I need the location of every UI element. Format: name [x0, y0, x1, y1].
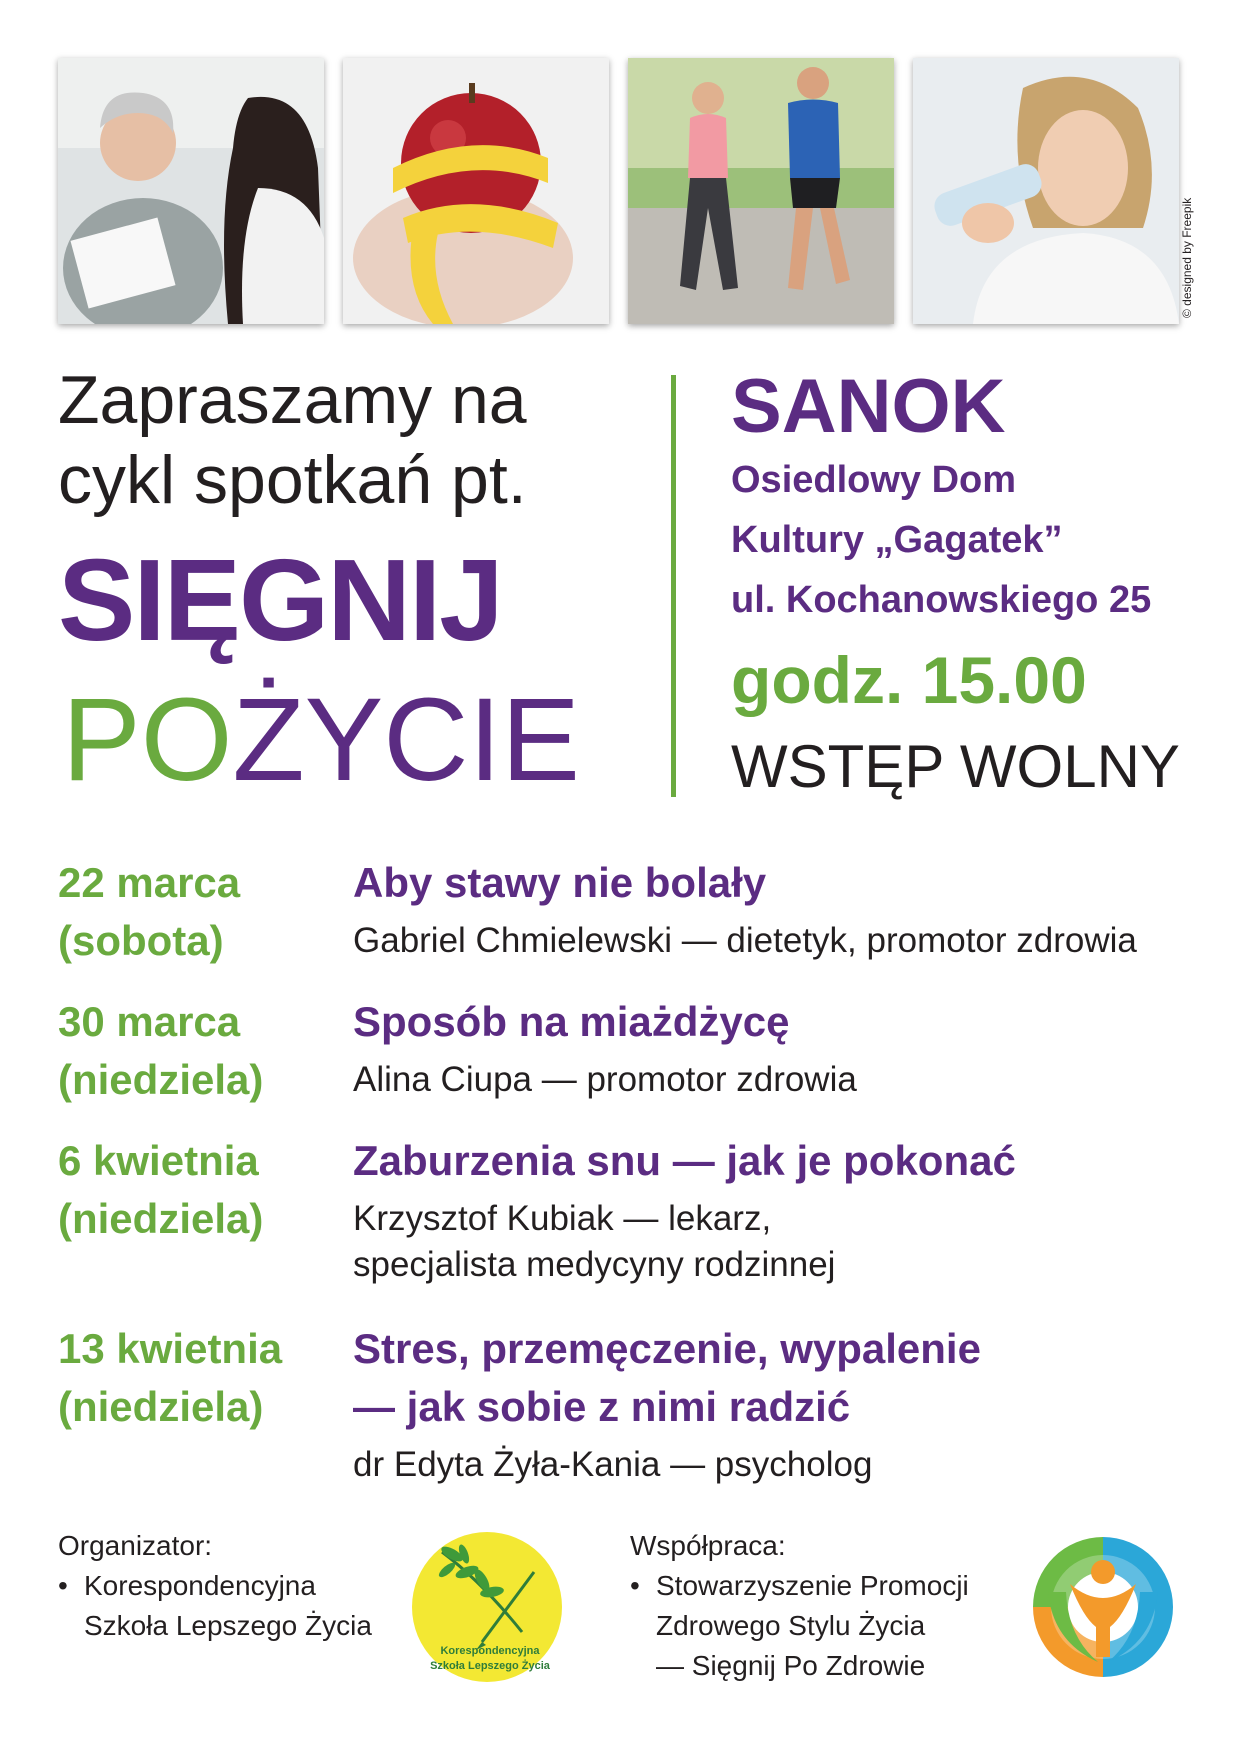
- date-text: 13 kwietnia: [58, 1325, 283, 1372]
- venue-line: Osiedlowy Dom: [731, 459, 1017, 501]
- venue-address: [731, 450, 1151, 630]
- health-figure-icon: [1028, 1532, 1178, 1682]
- speaker-line: Alina Ciupa — promotor zdrowia: [353, 1060, 857, 1099]
- organizer-name: [58, 1566, 372, 1646]
- event-date: [58, 993, 348, 1109]
- cooperation-partner: [630, 1566, 969, 1686]
- apple-measuring-tape-photo: [343, 58, 609, 324]
- title-part-green: PO: [62, 674, 233, 806]
- topic-line: — jak sobie z nimi radzić: [353, 1383, 851, 1430]
- event-topic: [353, 1132, 1193, 1190]
- date-text: 22 marca: [58, 859, 241, 906]
- cooperation-label: Współpraca:: [630, 1530, 786, 1561]
- day-text: (niedziela): [58, 1383, 264, 1430]
- event-date: [58, 854, 348, 970]
- organizer-line: Korespondencyjna: [84, 1570, 316, 1601]
- doctor-consultation-photo: [58, 58, 324, 324]
- event-topic: [353, 854, 1193, 912]
- event-title-line2: [62, 674, 580, 806]
- olive-branch-icon: [412, 1532, 568, 1652]
- partner-line: Stowarzyszenie Promocji: [656, 1570, 969, 1601]
- event-speaker: [353, 1057, 1193, 1103]
- intro-line: cykl spotkań pt.: [58, 442, 527, 518]
- speaker-line: Krzysztof Kubiak — lekarz,: [353, 1199, 772, 1238]
- divider-line: [671, 375, 676, 797]
- organizer-logo-caption: [412, 1644, 568, 1674]
- title-part-purple: ŻYCIE: [232, 674, 580, 806]
- organizer-line: Szkoła Lepszego Życia: [84, 1610, 372, 1641]
- date-text: 30 marca: [58, 998, 241, 1045]
- topic-line: Zaburzenia snu — jak je pokonać: [353, 1137, 1016, 1184]
- date-text: 6 kwietnia: [58, 1137, 259, 1184]
- day-text: (sobota): [58, 917, 224, 964]
- venue-line: ul. Kochanowskiego 25: [731, 579, 1152, 621]
- entry-info: WSTĘP WOLNY: [731, 733, 1180, 800]
- logo-text-line: Szkoła Lepszego Życia: [430, 1660, 550, 1672]
- woman-drinking-water-photo: [913, 58, 1179, 324]
- photo-credit: © designed by Freepik: [1180, 197, 1194, 318]
- day-text: (niedziela): [58, 1056, 264, 1103]
- organizer-label: Organizator:: [58, 1530, 213, 1561]
- intro-line: Zapraszamy na: [58, 362, 527, 438]
- intro-text: [58, 360, 527, 520]
- organizer-logo: [412, 1532, 568, 1688]
- event-topic: [353, 993, 1193, 1051]
- speaker-line: specjalista medycyny rodzinnej: [353, 1245, 836, 1284]
- topic-line: Sposób na miażdżycę: [353, 998, 790, 1045]
- bullet: •: [630, 1570, 640, 1601]
- event-date: [58, 1320, 348, 1436]
- partner-line: — Sięgnij Po Zdrowie: [656, 1650, 926, 1681]
- bullet: •: [58, 1570, 68, 1601]
- topic-line: Aby stawy nie bolały: [353, 859, 767, 906]
- couple-running-photo: [628, 58, 894, 324]
- partner-line: Zdrowego Stylu Życia: [656, 1610, 926, 1641]
- topic-line: Stres, przemęczenie, wypalenie: [353, 1325, 981, 1372]
- day-text: (niedziela): [58, 1195, 264, 1242]
- event-speaker: [353, 1442, 1193, 1488]
- speaker-line: dr Edyta Żyła-Kania — psycholog: [353, 1445, 873, 1484]
- event-title-line1: SIĘGNIJ: [58, 535, 502, 665]
- event-speaker: [353, 918, 1193, 964]
- partner-logo: [1028, 1532, 1178, 1682]
- speaker-line: Gabriel Chmielewski — dietetyk, promotor zdrowia: [353, 921, 1137, 960]
- event-hour: godz. 15.00: [731, 643, 1087, 717]
- event-speaker: [353, 1196, 1193, 1288]
- event-topic: [353, 1320, 1193, 1436]
- logo-text-line: Korespondencyjna: [440, 1645, 540, 1657]
- event-date: [58, 1132, 348, 1248]
- venue-line: Kultury „Gagatek”: [731, 519, 1063, 561]
- city-name: SANOK: [731, 364, 1006, 449]
